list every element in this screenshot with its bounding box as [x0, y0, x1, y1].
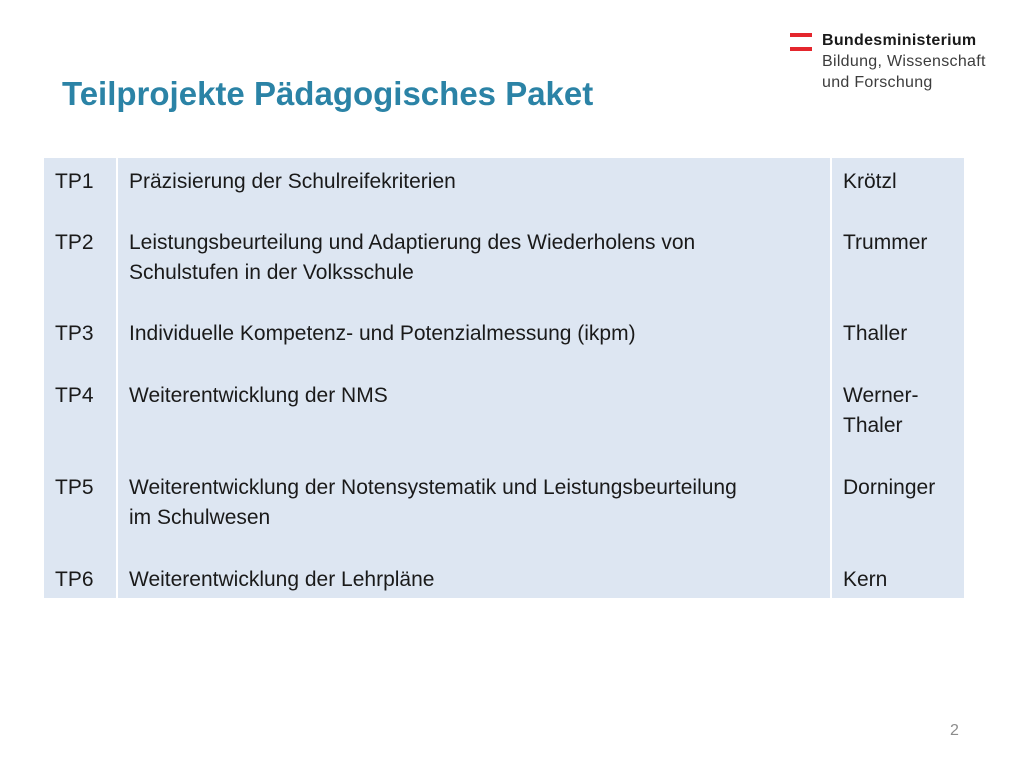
cell-description-tp6: Weiterentwicklung der Lehrpläne: [129, 568, 435, 591]
ministry-name-line3: und Forschung: [822, 74, 933, 91]
slide-title: Teilprojekte Pädagogisches Paket: [62, 75, 594, 112]
subprojects-table: [44, 158, 964, 598]
cell-id-tp5: TP5: [55, 476, 94, 499]
ministry-name-line2: Bildung, Wissenschaft: [822, 53, 986, 70]
cell-id-tp2: TP2: [55, 231, 94, 254]
ministry-name-line1: Bundesministerium: [822, 32, 977, 49]
cell-owner-tp6: Kern: [843, 568, 888, 591]
cell-owner-tp3: Thaller: [843, 322, 908, 345]
cell-description-tp3: Individuelle Kompetenz- und Potenzialmessung (ikpm): [129, 322, 636, 345]
cell-description-tp4: Weiterentwicklung der NMS: [129, 384, 388, 407]
cell-description-tp5-line1: Weiterentwicklung der Notensystematik und Leistungsbeurteilung: [129, 476, 737, 499]
cell-owner-tp4-line1: Werner-: [843, 384, 919, 407]
column-description: [118, 158, 830, 598]
cell-id-tp1: TP1: [55, 170, 94, 193]
ministry-name: [822, 30, 1022, 93]
cell-owner-tp4-line2: Thaler: [843, 414, 903, 437]
page-number: 2: [950, 722, 959, 739]
cell-description-tp5-line2: im Schulwesen: [129, 506, 271, 529]
column-id: [44, 158, 116, 598]
austrian-flag-icon: [790, 33, 812, 54]
cell-owner-tp5: Dorninger: [843, 476, 936, 499]
column-owner: [832, 158, 964, 598]
cell-description-tp1: Präzisierung der Schulreifekriterien: [129, 170, 456, 193]
cell-description-tp2-line1: Leistungsbeurteilung und Adaptierung des Wiederholens von: [129, 231, 696, 254]
cell-id-tp3: TP3: [55, 322, 94, 345]
cell-owner-tp1: Krötzl: [843, 170, 897, 193]
cell-id-tp6: TP6: [55, 568, 94, 591]
cell-description-tp2-line2: Schulstufen in der Volksschule: [129, 261, 414, 284]
cell-id-tp4: TP4: [55, 384, 94, 407]
cell-owner-tp2: Trummer: [843, 231, 928, 254]
